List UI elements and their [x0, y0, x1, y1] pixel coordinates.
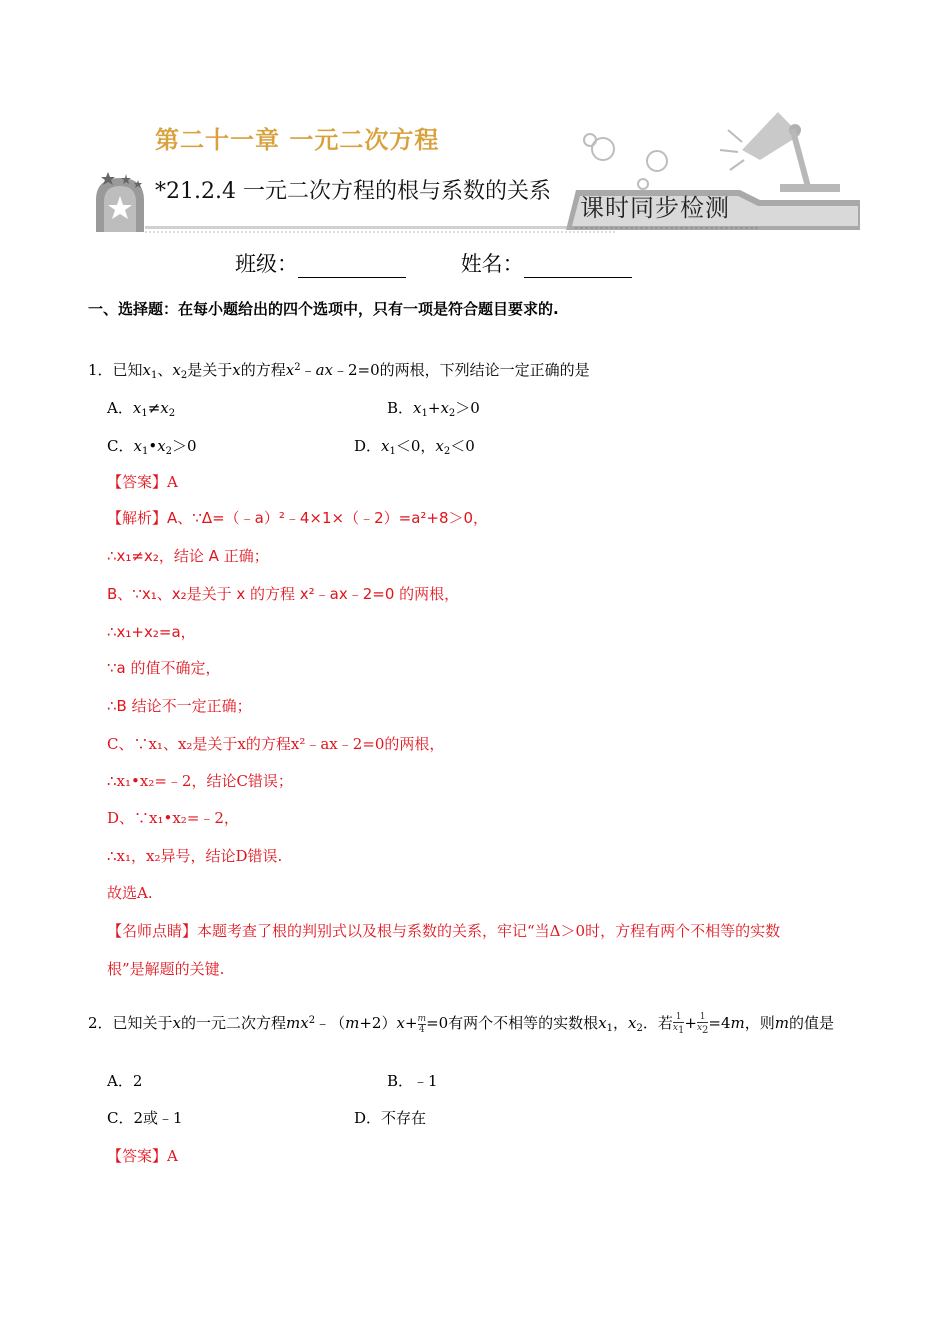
q1-option-c: C．$x_1•x_2>0$ — [107, 437, 197, 457]
q2-option-d: D．不存在 — [354, 1109, 427, 1127]
q1-explanation-10: ∴x₁，x₂异号，结论D错误. — [107, 847, 283, 865]
one-over-x2-fraction: $\frac{1}{x_2}$ — [696, 1012, 709, 1036]
bubbles-icon — [584, 134, 667, 189]
section-title: *21.2.4 一元二次方程的根与系数的关系 — [155, 179, 551, 204]
q1-explanation-8: ∴x₁•x₂=﹣2，结论C错误； — [107, 772, 293, 790]
student-info-row — [235, 248, 680, 278]
q2-option-b: B．﹣1 — [387, 1072, 438, 1090]
name-label: 姓名： — [460, 252, 524, 276]
m-over-4-fraction: $\frac{m}{4}$ — [417, 1013, 427, 1035]
class-label: 班级： — [235, 252, 298, 276]
q1-explanation-3: B、∵x₁、x₂是关于 x 的方程 x²﹣ax﹣2=0 的两根， — [107, 585, 460, 603]
q1-answer: 【答案】A — [107, 473, 178, 491]
section-instruction: 一、选择题：在每小题给出的四个选项中，只有一项是符合题目要求的. — [88, 300, 559, 318]
q2-answer: 【答案】A — [107, 1147, 178, 1165]
q1-tip-1: 【名师点睛】本题考查了根的判别式以及根与系数的关系，牢记“当Δ＞0时，方程有两个不相等的实数 — [107, 922, 781, 940]
q1-explanation-4: ∴x₁+x₂=a， — [107, 623, 196, 641]
q1-explanation-6: ∴B 结论不一定正确； — [107, 697, 252, 715]
class-blank — [298, 255, 406, 278]
q1-tip-2: 根”是解题的关键. — [107, 960, 225, 978]
q1-option-d: D．$x_1<0$，$x_2<0$ — [354, 437, 475, 457]
q1-option-a: A．$x_1\ne x_2$ — [107, 399, 176, 419]
chapter-title: 第二十一章 一元二次方程 — [155, 125, 440, 154]
name-blank — [524, 255, 632, 278]
q2-option-a: A．2 — [107, 1072, 143, 1090]
lamp-icon — [720, 112, 840, 192]
q1-explanation-2: ∴x₁≠x₂，结论 A 正确； — [107, 547, 269, 565]
q1-stem: 1．已知$x_1$、$x_2$是关于x的方程$x^2﹣ax﹣2=0$的两根，下列结论一定正确的是 — [88, 361, 590, 381]
course-badge: 课时同步检测 — [580, 194, 730, 222]
q1-explanation-7: C、∵x₁、x₂是关于x的方程x²﹣ax﹣2=0的两根， — [107, 735, 445, 753]
q2-stem: 2．已知关于x的一元二次方程$mx^2﹣(m+2)x+$ $\frac{m}{4}$ =0有两个不相等的实数根$x_1$，$x_2$．若 $\frac{1}{x_1}$ + $\frac{1}{x_2}$ =4m，则m的值是 — [88, 1012, 835, 1036]
q1-explanation-5: ∵a 的值不确定， — [107, 659, 221, 677]
q1-explanation-1: 【解析】A、∵Δ=（﹣a）²﹣4×1×（﹣2）=a²+8＞0， — [107, 509, 489, 527]
header-underline — [145, 226, 615, 229]
q1-option-b: B．$x_1+x_2>0$ — [387, 399, 480, 419]
q1-explanation-9: D、∵x₁•x₂=﹣2， — [107, 809, 239, 827]
q1-conclusion: 故选A. — [107, 884, 153, 902]
star-badge-icon — [96, 172, 144, 232]
q2-option-c: C．2或﹣1 — [107, 1109, 183, 1127]
one-over-x1-fraction: $\frac{1}{x_1}$ — [672, 1012, 685, 1036]
